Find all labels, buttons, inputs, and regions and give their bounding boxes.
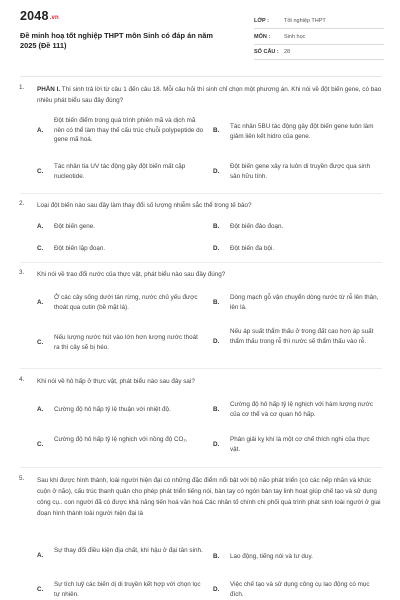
option-1b[interactable]: [213, 122, 374, 142]
option-text: Đột biến đảo đoạn.: [230, 223, 284, 230]
option-text: Tác nhân 5BU tác động gây đột biến gene luôn làm giảm liên kết hidro của gene.: [230, 123, 374, 140]
option-letter: A.: [37, 552, 44, 559]
meta-subject: [254, 30, 384, 45]
option-letter: C.: [37, 339, 44, 346]
question-number: 1.: [19, 84, 25, 91]
meta-count-label: SỐ CÂU :: [254, 49, 279, 55]
option-5b[interactable]: [213, 552, 371, 562]
option-letter: D.: [213, 168, 220, 175]
option-5a[interactable]: [37, 546, 203, 566]
option-letter: B.: [213, 406, 220, 413]
option-letter: D.: [213, 441, 220, 448]
option-5d[interactable]: [213, 580, 371, 600]
option-text: Đột biến lặp đoạn.: [54, 245, 106, 252]
option-letter: D.: [213, 586, 220, 593]
meta-subject-label: MÔN :: [254, 34, 271, 40]
question-text: Loại đột biến nào sau đây làm thay đổi số lượng nhiễm sắc thể trong tế bào?: [37, 202, 252, 209]
logo-text: 2048: [20, 9, 49, 23]
option-text: Đột biến gene.: [54, 223, 95, 230]
meta-question-count: [254, 45, 384, 60]
option-text: Sự tích luỹ các biến dị di truyền kết hợp với chọn lọc tự nhiên.: [54, 581, 201, 598]
meta-subject-value: Sinh học: [284, 34, 306, 40]
option-text: Tác nhân tia UV tác động gây đột biến mất cặp nucleotide.: [54, 163, 186, 180]
header-divider: [20, 76, 382, 77]
question-divider: [20, 262, 382, 263]
option-letter: B.: [213, 223, 220, 230]
question-text: Sau khi được hình thành, loài người hiện đại có những đặc điểm nổi bật với bộ não phát triển (có các nếp nhăn và khúc cuộn ở não), cấu trúc thanh quản cho phép phát triển tiếng nói, bàn tay có ngón bàn tay linh hoạt giúp chế tạo và sử dụng công cụ.. con người đã có được khả năng tiến hoá văn hoá Các nhân tố chính chi phối quá trình phát sinh loài người ở giai đoạn hình thành loài người hiện đại là: [37, 477, 381, 517]
exam-header: [0, 0, 400, 74]
option-letter: B.: [213, 127, 220, 134]
option-letter: C.: [37, 586, 44, 593]
question-divider: [20, 368, 382, 369]
option-3c[interactable]: [37, 333, 198, 353]
question-number: 4.: [19, 376, 25, 383]
question-number: 2.: [19, 200, 25, 207]
question-text: Khi nói về trao đổi nước của thực vật, phát biểu nào sau đây đúng?: [37, 271, 226, 278]
option-text: Đột biến gene xảy ra luôn di truyền được qua sinh sản hữu tính.: [230, 163, 370, 180]
option-text: Việc chế tạo và sử dụng công cụ lao động có mục đích.: [230, 581, 370, 598]
option-text: Cường độ hô hấp tỷ lệ nghịch với nồng độ CO₂.: [54, 436, 188, 443]
option-text: Cường độ hô hấp tỷ lệ thuận với nhiệt độ.: [54, 406, 171, 413]
option-text: Sự thay đổi điều kiện địa chất, khí hậu ở đại tân sinh.: [54, 547, 203, 554]
option-letter: B.: [213, 299, 220, 306]
meta-class: [254, 14, 384, 29]
option-letter: C.: [37, 441, 44, 448]
option-1a[interactable]: [37, 116, 204, 146]
option-letter: D.: [213, 338, 220, 345]
option-text: Nếu lượng nước hút vào lớn hơn lượng nước thoát ra thì cây sẽ bị héo.: [54, 334, 198, 351]
option-letter: A.: [37, 223, 44, 230]
question-number: 5.: [19, 475, 25, 482]
site-logo[interactable]: [20, 9, 59, 23]
option-text: Cường độ hô hấp tỷ lệ nghịch với hàm lượng nước của cơ thể và cơ quan hô hấp.: [230, 401, 373, 418]
option-text: Đột biến đa bội.: [230, 245, 275, 252]
question-number: 3.: [19, 269, 25, 276]
option-text: Đột biến điểm trong quá trình phiên mã và dịch mã nên có thể làm thay thế cấu trúc chuỗi polypeptide do gene mã hoá.: [54, 117, 204, 143]
option-4b[interactable]: [213, 400, 371, 420]
option-text: Nếu áp suất thẩm thấu ở trong đất cao hơn áp suất thẩm thấu trong rễ thì nước sẽ thẩm thấu vào rễ.: [230, 328, 374, 345]
page-title: Đề minh hoạ tốt nghiệp THPT môn Sinh có đáp án năm 2025 (Đề 111): [20, 31, 213, 50]
option-letter: A.: [37, 299, 44, 306]
meta-class-value: Tốt nghiệp THPT: [284, 18, 326, 24]
option-4c[interactable]: [37, 435, 195, 455]
option-letter: B.: [213, 553, 220, 560]
option-1d[interactable]: [213, 162, 371, 182]
meta-count-value: 28: [284, 49, 291, 55]
logo-suffix: .vn: [49, 15, 59, 21]
question-divider: [20, 193, 382, 194]
option-3b[interactable]: [213, 293, 379, 313]
question-stem: [37, 84, 385, 106]
option-letter: C.: [37, 245, 44, 252]
section-label: PHẦN I.: [37, 86, 61, 93]
question-text: Khi nói về hô hấp ở thực vật, phát biểu nào sau đây sai?: [37, 378, 195, 385]
option-text: Ở các cây sống dưới tán rừng, nước chủ yếu được thoát qua cutin (bề mặt lá).: [54, 294, 198, 311]
option-4a[interactable]: [37, 405, 195, 415]
option-letter: C.: [37, 168, 44, 175]
option-text: Dòng mạch gỗ vận chuyển dòng nước từ rễ lên thân, lên lá.: [230, 294, 379, 311]
question-divider: [20, 467, 382, 468]
option-text: Lao động, tiếng nói và tư duy.: [230, 553, 313, 560]
option-3a[interactable]: [37, 293, 198, 313]
meta-class-label: LỚP :: [254, 18, 269, 24]
question-text: Thí sinh trả lời từ câu 1 đến câu 18. Mỗi câu hỏi thí sinh chỉ chọn một phương án. Khi nói về đột biến gene, có bao nhiêu phát biểu sau đây đúng?: [37, 86, 382, 104]
option-letter: D.: [213, 245, 220, 252]
option-3d[interactable]: [213, 327, 374, 357]
option-1c[interactable]: [37, 162, 195, 182]
option-letter: A.: [37, 127, 44, 134]
option-text: Phân giải kỵ khí là một cơ chế thích nghi của thực vật.: [230, 436, 370, 453]
option-4d[interactable]: [213, 435, 371, 455]
option-5c[interactable]: [37, 580, 201, 600]
option-letter: A.: [37, 406, 44, 413]
